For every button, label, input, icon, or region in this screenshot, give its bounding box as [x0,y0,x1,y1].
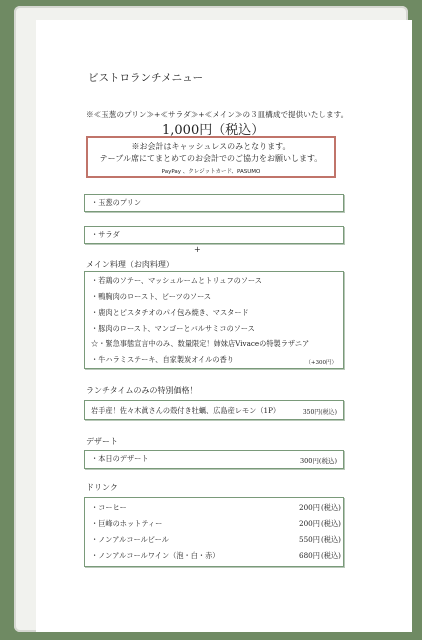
drink-price: 200円 [299,519,320,528]
main-item: ・牛ハラミステーキ、自家製炭オイルの香り [91,355,234,364]
lunch-price: 1,000円（税込） [162,123,265,138]
main-item: ・鹿肉とピスタチオのパイ包み焼き、マスタード [91,308,249,317]
drink-item: ・コーヒー [91,503,127,512]
main-item: ・若鶏のソテー、マッシュルームとトリュフのソース [91,276,262,285]
course-box-pudding [84,194,344,212]
drink-price: 680円 [299,551,320,560]
drink-tax: (税込) [321,503,341,512]
main-item: ☆・緊急事態宣言中のみ、数量限定！姉妹店Vivaceの特製ラザニア [91,339,310,348]
payment-methods: PayPay 、クレジットカード、PASUMO [161,169,261,175]
drink-heading: ドリンク [86,483,118,492]
drink-box [84,497,344,567]
drink-item: ・ノンアルコールビール [91,535,169,544]
notice-line-1: ※お会計はキャッシュレスのみとなります。 [131,142,291,151]
dessert-box [84,450,344,469]
special-heading: ランチタイムのみの特別価格！ [86,386,198,395]
notice-line-2: テーブル席にてまとめてのお会計でのご協力をお願いします。 [99,154,323,163]
course-item-salad: ・サラダ [91,230,120,239]
main-item: ・豚肉のロースト、マンゴーとバルサミコのソース [91,324,255,333]
main-item: ・鴨胸肉のロースト、ビーツのソース [91,292,212,301]
main-box [84,271,344,369]
menu-title: ビストロランチメニュー [88,72,204,84]
drink-price: 200円 [299,503,320,512]
payment-notice [86,136,336,178]
drink-tax: (税込) [321,535,341,544]
special-box [84,400,344,420]
main-extra-charge: （+300円） [305,360,337,366]
drink-tax: (税込) [321,551,341,560]
special-price: 350円(税込) [302,409,337,416]
drink-price: 550円 [299,535,320,544]
special-item: 岩手産！佐々木眞さんの殻付き牡蠣、広島産レモン（1P） [91,406,281,415]
plus-sign: + [194,245,201,254]
main-heading: メイン料理（お肉料理） [86,260,174,269]
course-intro: ※≪玉葱のプリン≫+≪サラダ≫+≪メイン≫の３皿構成で提供いたします。 [86,110,349,119]
course-item-pudding: ・玉葱のプリン [91,198,142,207]
course-box-salad [84,226,344,244]
drink-tax: (税込) [321,519,341,528]
dessert-price: 300円(税込) [300,457,337,465]
drink-item: ・ノンアルコールワイン（泡・白・赤） [91,551,220,560]
dessert-heading: デザート [86,437,118,446]
drink-item: ・巨峰のホットティー [91,519,163,528]
dessert-item: ・本日のデザート [91,454,149,463]
